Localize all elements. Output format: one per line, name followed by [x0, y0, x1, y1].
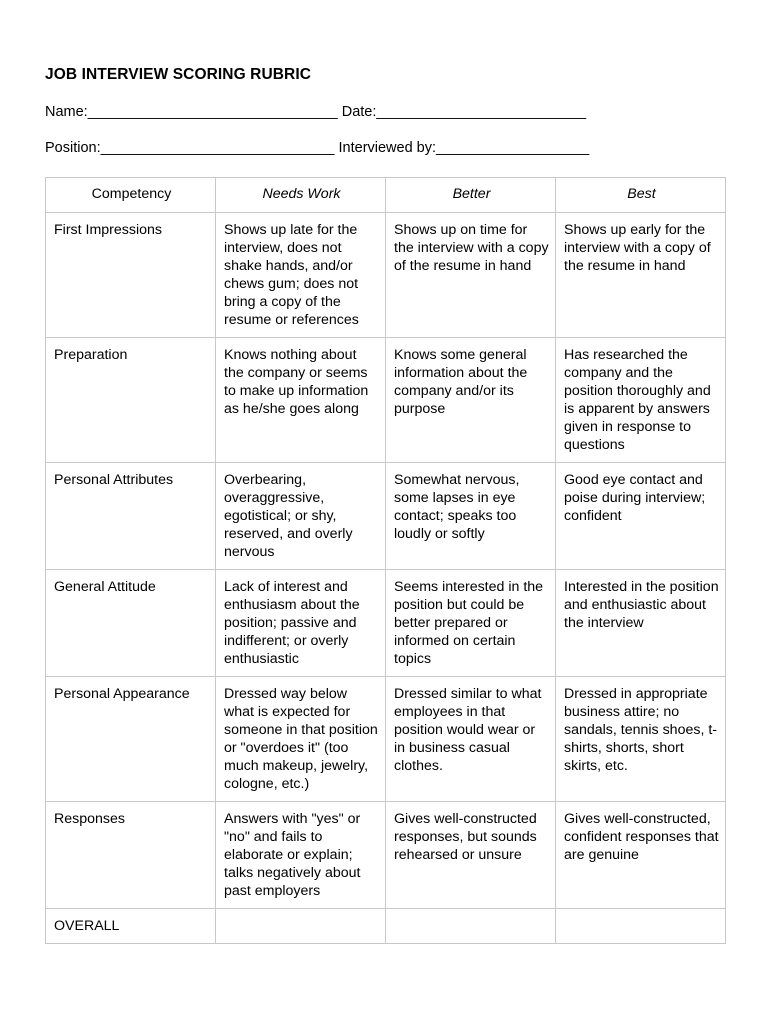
- overall-row: [46, 909, 726, 944]
- needs-work-cell: Dressed way below what is expected for someone in that position or "overdoes it" (too much makeup, jewelry, cologne, etc.): [216, 677, 386, 802]
- table-header-row: [46, 178, 726, 213]
- better-cell: Knows some general information about the company and/or its purpose: [386, 338, 556, 463]
- header-competency: Competency: [46, 178, 216, 213]
- competency-cell: First Impressions: [46, 213, 216, 338]
- best-cell: Interested in the position and enthusiastic about the interview: [556, 570, 726, 677]
- overall-needs-work-cell: [216, 909, 386, 944]
- document-title: JOB INTERVIEW SCORING RUBRIC: [45, 66, 312, 83]
- better-cell: Shows up on time for the interview with a copy of the resume in hand: [386, 213, 556, 338]
- needs-work-cell: Knows nothing about the company or seems to make up information as he/she goes along: [216, 338, 386, 463]
- competency-cell: Personal Attributes: [46, 463, 216, 570]
- best-cell: Good eye contact and poise during interview; confident: [556, 463, 726, 570]
- competency-cell: Personal Appearance: [46, 677, 216, 802]
- better-cell: Gives well-constructed responses, but sounds rehearsed or unsure: [386, 802, 556, 909]
- table-row: [46, 213, 726, 338]
- scoring-rubric-table: [45, 177, 726, 944]
- competency-cell: General Attitude: [46, 570, 216, 677]
- best-cell: Shows up early for the interview with a copy of the resume in hand: [556, 213, 726, 338]
- table-row: [46, 802, 726, 909]
- name-date-line: Name:_______________________________ Date:__________________________: [45, 104, 587, 120]
- better-cell: Seems interested in the position but could be better prepared or informed on certain topics: [386, 570, 556, 677]
- competency-cell: Responses: [46, 802, 216, 909]
- table-row: [46, 338, 726, 463]
- best-cell: Has researched the company and the position thoroughly and is apparent by answers given in response to questions: [556, 338, 726, 463]
- position-interviewer-line: Position:_____________________________ Interviewed by:___________________: [45, 140, 590, 156]
- header-best: Best: [556, 178, 726, 213]
- header-better: Better: [386, 178, 556, 213]
- competency-cell: Preparation: [46, 338, 216, 463]
- header-needs-work: Needs Work: [216, 178, 386, 213]
- needs-work-cell: Overbearing, overaggressive, egotistical; or shy, reserved, and overly nervous: [216, 463, 386, 570]
- table-row: [46, 570, 726, 677]
- table-row: [46, 463, 726, 570]
- best-cell: Gives well-constructed, confident responses that are genuine: [556, 802, 726, 909]
- overall-best-cell: [556, 909, 726, 944]
- needs-work-cell: Answers with "yes" or "no" and fails to elaborate or explain; talks negatively about past employers: [216, 802, 386, 909]
- overall-better-cell: [386, 909, 556, 944]
- better-cell: Dressed similar to what employees in that position would wear or in business casual clothes.: [386, 677, 556, 802]
- overall-label: OVERALL: [46, 909, 216, 944]
- best-cell: Dressed in appropriate business attire; no sandals, tennis shoes, t-shirts, shorts, short skirts, etc.: [556, 677, 726, 802]
- needs-work-cell: Shows up late for the interview, does not shake hands, and/or chews gum; does not bring a copy of the resume or references: [216, 213, 386, 338]
- needs-work-cell: Lack of interest and enthusiasm about the position; passive and indifferent; or overly enthusiastic: [216, 570, 386, 677]
- better-cell: Somewhat nervous, some lapses in eye contact; speaks too loudly or softly: [386, 463, 556, 570]
- table-row: [46, 677, 726, 802]
